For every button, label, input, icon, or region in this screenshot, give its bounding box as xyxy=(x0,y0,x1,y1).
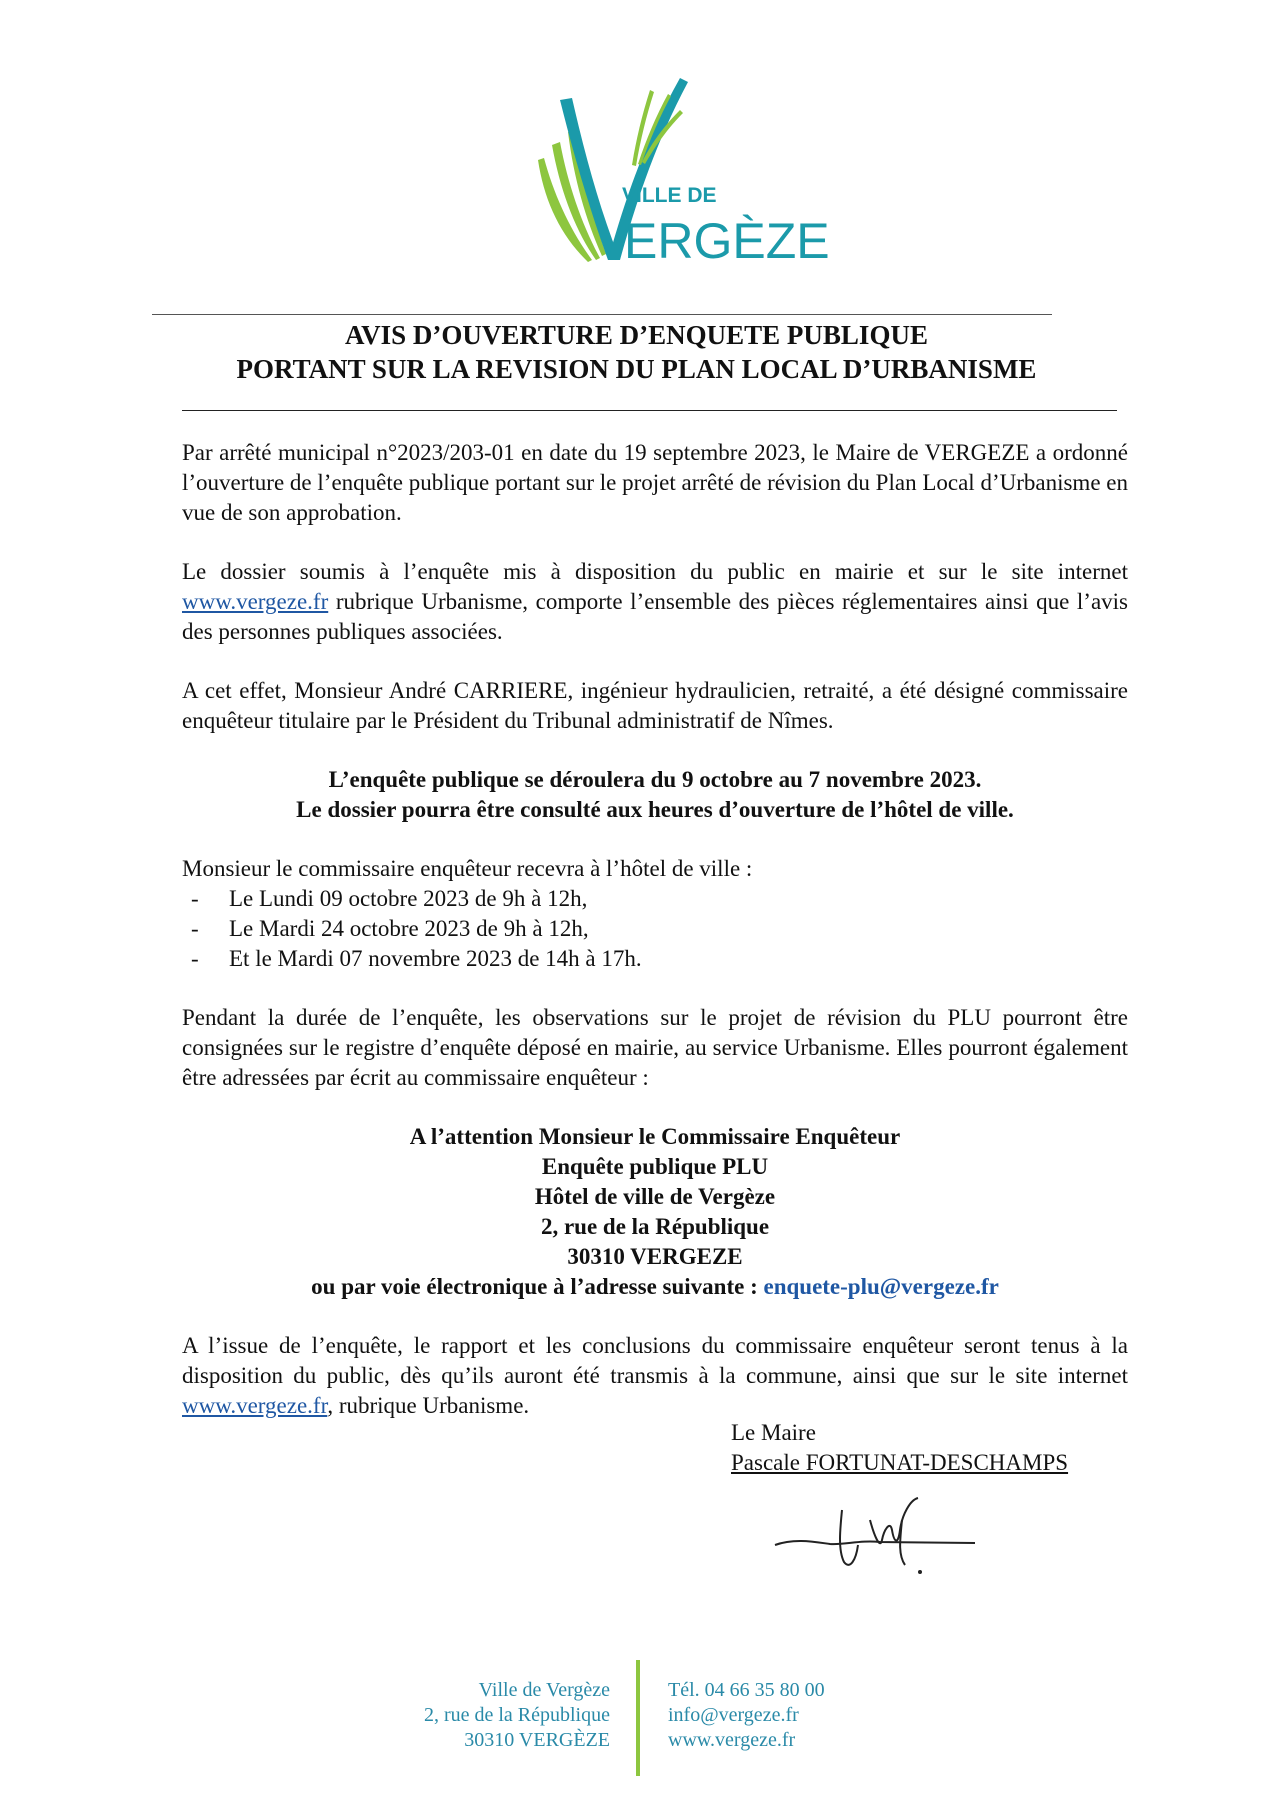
signatory-name: Pascale FORTUNAT-DESCHAMPS xyxy=(731,1450,1069,1475)
notice-title-line2: PORTANT SUR LA REVISION DU PLAN LOCAL D’URBANISME xyxy=(236,354,1037,384)
paragraph-report: A l’issue de l’enquête, le rapport et les conclusions du commissaire enquêteur seront tenus à la disposition du public, dès qu’ils auront été transmis à la commune, ainsi que sur le site internet www.vergeze.fr, rubrique Urbanisme. xyxy=(182,1333,1128,1418)
ville-de-vergeze-logo xyxy=(530,70,830,275)
paragraph-commissioner: A cet effet, Monsieur André CARRIERE, ingénieur hydraulicien, retraité, a été désigné commissaire enquêteur titulaire par le Président du Tribunal administratif de Nîmes. xyxy=(182,678,1128,733)
list-item: - Le Mardi 24 octobre 2023 de 9h à 12h, xyxy=(191,916,589,941)
paragraph-observations: Pendant la durée de l’enquête, les observations sur le projet de révision du PLU pourront être consignées sur le registre d’enquête déposé en mairie, au service Urbanisme. Elles pourront également être adressées par écrit au commissaire enquêteur : xyxy=(182,1005,1128,1090)
enquiry-dates: L’enquête publique se déroulera du 9 octobre au 7 novembre 2023. xyxy=(328,767,982,792)
notice-body xyxy=(182,438,1128,1421)
reception-dates-list xyxy=(182,884,1128,974)
logo-line1: VILLE DE xyxy=(622,184,717,207)
top-divider xyxy=(152,314,1052,315)
reception-intro: Monsieur le commissaire enquêteur recevra à l’hôtel de ville : xyxy=(182,856,753,881)
notice-title-line1: AVIS D’OUVERTURE D’ENQUETE PUBLIQUE xyxy=(345,320,928,350)
list-item: - Le Lundi 09 octobre 2023 de 9h à 12h, xyxy=(191,886,588,911)
email-line: ou par voie électronique à l’adresse suivante : enquete-plu@vergeze.fr xyxy=(311,1274,999,1299)
handwritten-signature xyxy=(770,1490,980,1580)
paragraph-dossier: Le dossier soumis à l’enquête mis à disposition du public en mairie et sur le site internet www.vergeze.fr rubrique Urbanisme, comporte l’ensemble des pièces réglementaires ainsi que l’avis des personnes publiques associées. xyxy=(182,559,1128,644)
list-item: - Et le Mardi 07 novembre 2023 de 14h à 17h. xyxy=(191,946,642,971)
footer-website[interactable]: www.vergeze.fr xyxy=(668,1729,796,1751)
email-link[interactable]: enquete-plu@vergeze.fr xyxy=(763,1274,999,1299)
signatory-role: Le Maire xyxy=(731,1420,816,1445)
footer-address: Ville de Vergèze 2, rue de la République 30310 VERGÈZE xyxy=(423,1679,610,1751)
footer-phone: Tél. 04 66 35 80 00 xyxy=(668,1679,825,1701)
signature-block xyxy=(731,1418,1068,1478)
footer-divider xyxy=(636,1660,640,1776)
postal-address: A l’attention Monsieur le Commissaire Enquêteur Enquête publique PLU Hôtel de ville de Vergèze 2, rue de la République 30310 VERGEZE ou par voie électronique à l’adresse suivante : enquete-plu@vergeze.fr xyxy=(182,1122,1128,1302)
website-link[interactable]: www.vergeze.fr xyxy=(182,589,329,614)
footer-contact xyxy=(668,1678,978,1753)
footer-email[interactable]: info@vergeze.fr xyxy=(668,1704,799,1726)
paragraph-decree: Par arrêté municipal n°2023/203-01 en date du 19 septembre 2023, le Maire de VERGEZE a ordonné l’ouverture de l’enquête publique portant sur le projet arrêté de révision du Plan Local d’Urbanisme en vue de son approbation. xyxy=(182,440,1128,525)
website-link-2[interactable]: www.vergeze.fr xyxy=(182,1393,328,1418)
logo-line2: ERGÈZE xyxy=(624,213,830,269)
consultation-hours: Le dossier pourra être consulté aux heures d’ouverture de l’hôtel de ville. xyxy=(296,797,1014,822)
title-divider xyxy=(182,410,1117,411)
